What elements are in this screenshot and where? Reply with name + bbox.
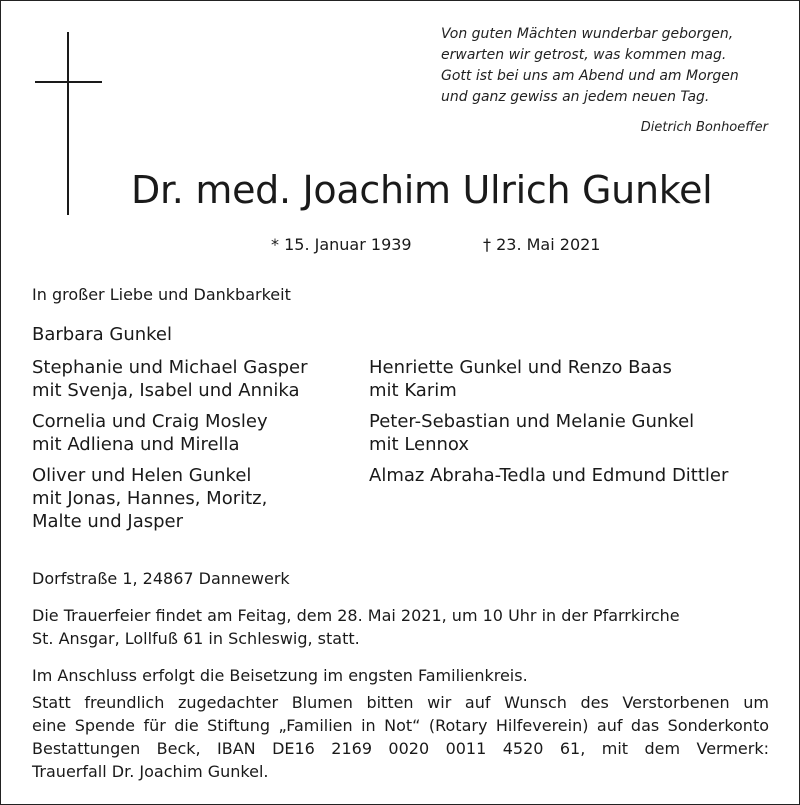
- family-line: mit Jonas, Hannes, Moritz,: [32, 488, 268, 509]
- family-line: Peter-Sebastian und Melanie Gunkel: [369, 411, 695, 432]
- family-line: Malte und Jasper: [32, 511, 183, 532]
- quote-line: und ganz gewiss an jedem neuen Tag.: [441, 89, 710, 105]
- family-entry-left-2: [32, 410, 268, 456]
- quote-line: Gott ist bei uns am Abend und am Morgen: [441, 68, 739, 84]
- donation-line: Trauerfall Dr. Joachim Gunkel.: [32, 762, 269, 781]
- family-entry-right-1: [369, 356, 672, 402]
- donation-line: eine Spende für die Stiftung „Familien in Not“ (Rotary Hilfeverein) auf das Sonderkonto: [32, 716, 769, 735]
- family-line: Cornelia und Craig Mosley: [32, 411, 268, 432]
- deceased-name: Dr. med. Joachim Ulrich Gunkel: [131, 168, 713, 212]
- donation-line: Bestattungen Beck, IBAN DE16 2169 0020 0011 4520 61, mit dem Vermerk:: [32, 739, 769, 758]
- address: Dorfstraße 1, 24867 Dannewerk: [32, 569, 290, 588]
- family-line: Almaz Abraha-Tedla und Edmund Dittler: [369, 465, 729, 486]
- family-line: Henriette Gunkel und Renzo Baas: [369, 357, 672, 378]
- family-entry-right-2: [369, 410, 694, 456]
- donation-info: [32, 691, 769, 783]
- family-line: Barbara Gunkel: [32, 324, 173, 345]
- intro-text: In großer Liebe und Dankbarkeit: [32, 285, 291, 304]
- family-entry-right-3: [369, 464, 728, 487]
- birth-date: * 15. Januar 1939: [271, 235, 412, 254]
- donation-line: Statt freundlich zugedachter Blumen bitten wir auf Wunsch des Verstorbenen um: [32, 693, 769, 712]
- death-date: † 23. Mai 2021: [483, 235, 601, 254]
- family-entry-left-1: [32, 356, 308, 402]
- quote-block: [441, 24, 769, 108]
- family-entry-left-3: [32, 464, 267, 533]
- family-line: mit Svenja, Isabel und Annika: [32, 380, 300, 401]
- quote-line: erwarten wir getrost, was kommen mag.: [441, 47, 727, 63]
- quote-line: Von guten Mächten wunderbar geborgen,: [441, 26, 734, 42]
- service-line: St. Ansgar, Lollfuß 61 in Schleswig, statt.: [32, 629, 360, 648]
- family-line: mit Karim: [369, 380, 457, 401]
- family-line: mit Lennox: [369, 434, 470, 455]
- service-info: [32, 604, 769, 650]
- family-spouse: [32, 323, 172, 346]
- family-line: Oliver und Helen Gunkel: [32, 465, 252, 486]
- family-line: mit Adliena und Mirella: [32, 434, 240, 455]
- quote-author: Dietrich Bonhoeffer: [640, 120, 768, 135]
- cross-icon-horizontal: [35, 81, 102, 83]
- family-line: Stephanie und Michael Gasper: [32, 357, 308, 378]
- service-line: Die Trauerfeier findet am Feitag, dem 28. Mai 2021, um 10 Uhr in der Pfarrkirche: [32, 606, 680, 625]
- burial-info: Im Anschluss erfolgt die Beisetzung im engsten Familienkreis.: [32, 666, 528, 685]
